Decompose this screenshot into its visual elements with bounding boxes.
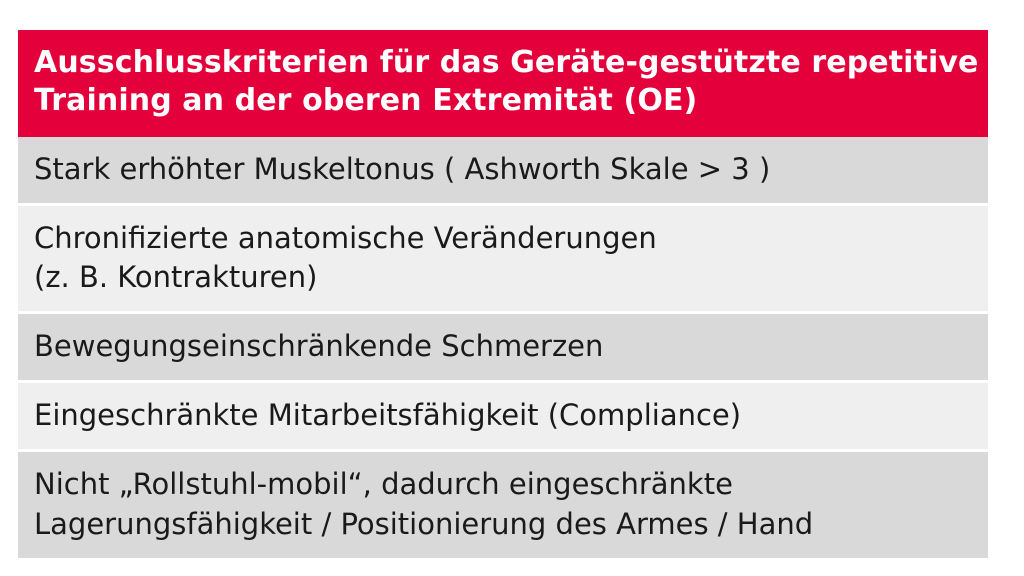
table-row-line: Eingeschränkte Mitarbeitsfähigkeit (Compliance) xyxy=(34,398,742,433)
table-row xyxy=(18,383,988,452)
table-header-line-1: Ausschlusskriterien für das Geräte-gestützte repetitive xyxy=(34,45,979,80)
exclusion-criteria-table xyxy=(18,30,988,558)
table-row xyxy=(18,314,988,383)
table-row-line: Bewegungseinschränkende Schmerzen xyxy=(34,329,604,364)
table-row-line: Stark erhöhter Muskeltonus ( Ashworth Skale > 3 ) xyxy=(34,151,771,186)
table-row xyxy=(18,206,988,314)
table-header xyxy=(18,30,988,137)
table-row-line: (z. B. Kontrakturen) xyxy=(34,260,318,295)
table-row-line: Nicht „Rollstuhl-mobil“, dadurch eingeschränkte xyxy=(34,467,733,502)
table-row xyxy=(18,137,988,206)
table-row xyxy=(18,452,988,557)
table-row-line: Chronifizierte anatomische Veränderungen xyxy=(34,220,657,255)
table-header-line-2: Training an der oberen Extremität (OE) xyxy=(34,83,698,119)
table-row-line: Lagerungsfähigkeit / Positionierung des Armes / Hand xyxy=(34,506,814,541)
